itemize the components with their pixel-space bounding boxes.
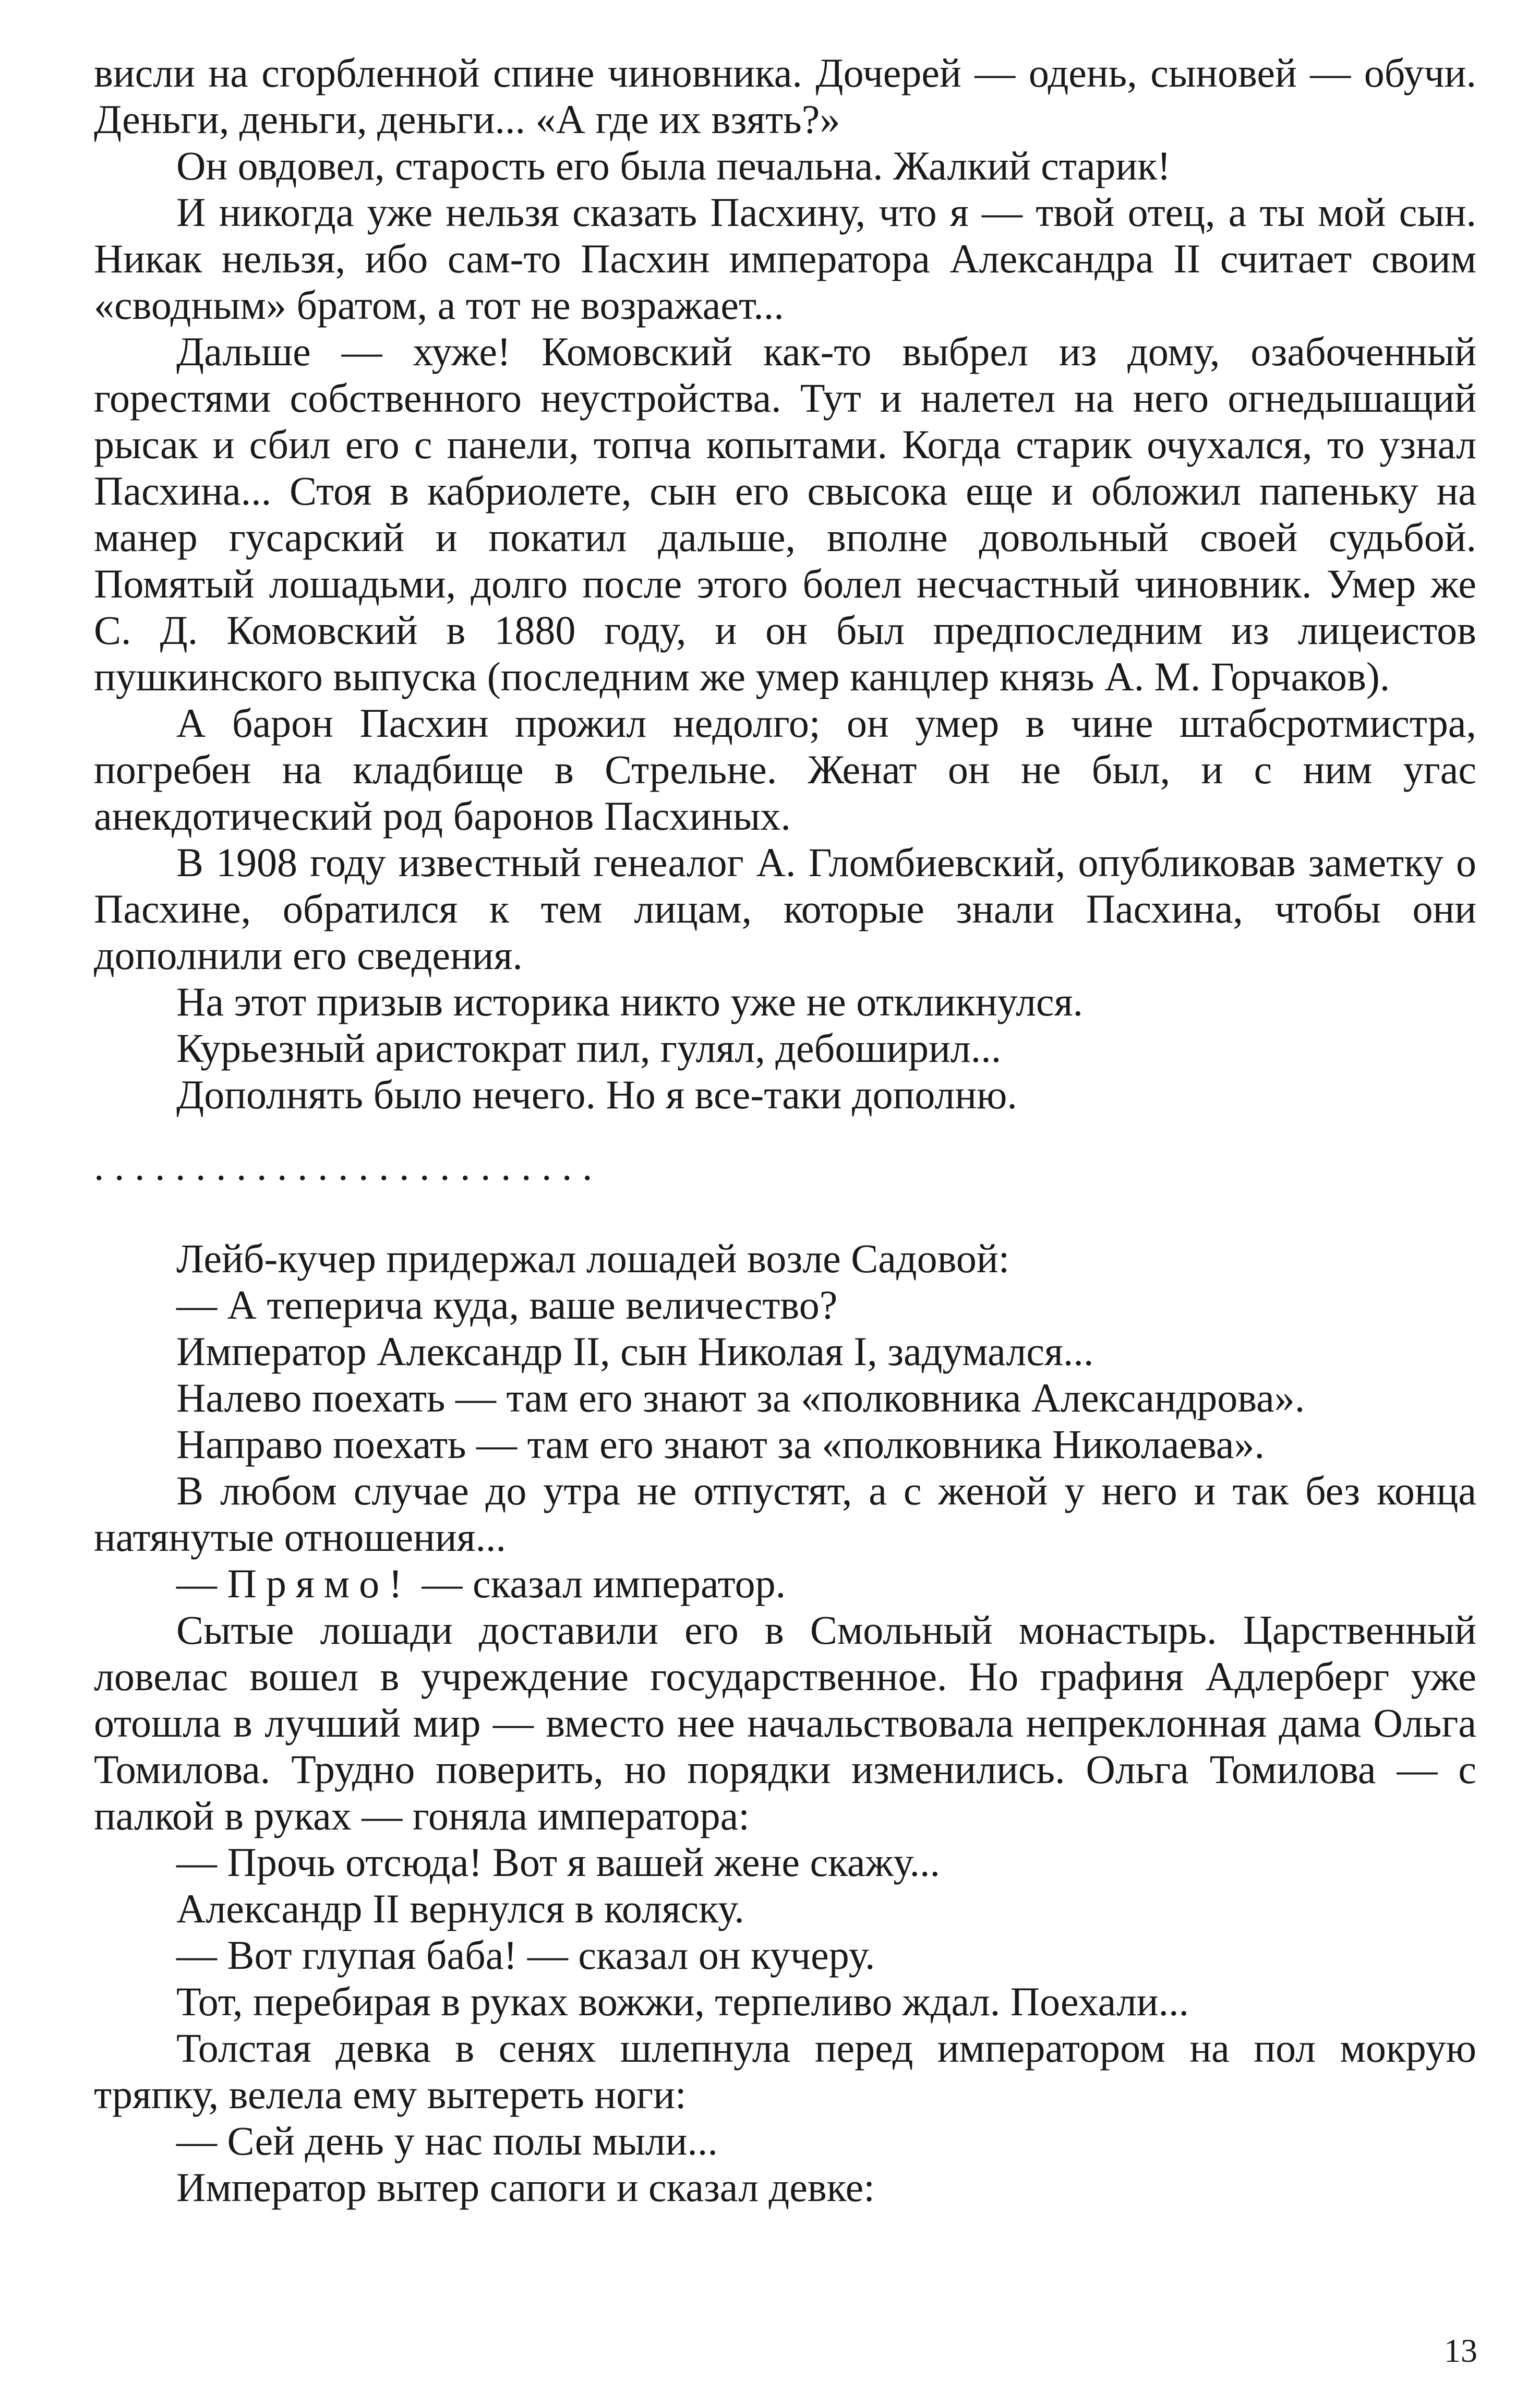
paragraph: Император Александр II, сын Николая I, задумался...	[176, 1329, 1094, 1374]
page-number: 13	[1444, 2332, 1477, 2369]
paragraph: Курьезный аристократ пил, гулял, дебоширил...	[176, 1025, 1002, 1071]
paragraph: — Прочь отсюда! Вот я вашей жене скажу...	[176, 1839, 941, 1885]
paragraph: Лейб-кучер придержал лошадей возле Садовой:	[176, 1236, 1010, 1281]
paragraph: На этот призыв историка никто уже не откликнулся.	[176, 979, 1084, 1024]
paragraph: Дальше — хуже! Комовский как-то выбрел из дому, озабоченный горестями собственного неустройства. Тут и налетел на него огнедышащий рысак и сбил его с панели, топча копытами. Когда старик очухался, то узнал Пасхина... Стоя в кабриолете, сын его свысока еще и обложил папеньку на манер гусарский и покатил дальше, вполне довольный своей судьбой. Помятый лошадьми, долго после этого болел несчастный чиновник. Умер же С. Д. Комовский в 1880 году, и он был предпоследним из лицеистов пушкинского выпуска (последним же умер канцлер князь А. М. Горчаков).	[94, 329, 1476, 699]
paragraph: Сытые лошади доставили его в Смольный монастырь. Царственный ловелас вошел в учреждение государственное. Но графиня Адлерберг уже отошла в лучший мир — вместо нее начальствовала непреклонная дама Ольга Томилова. Трудно поверить, но порядки изменились. Ольга Томилова — с палкой в руках — гоняла императора:	[94, 1607, 1476, 1838]
page-body	[94, 50, 1476, 2210]
paragraph: Толстая девка в сенях шлепнула перед императором на пол мокрую тряпку, велела ему вытереть ноги:	[94, 2025, 1476, 2117]
paragraph: Дополнять было нечего. Но я все-таки дополню.	[176, 1072, 1017, 1117]
paragraph: Налево поехать — там его знают за «полковника Александрова».	[176, 1375, 1305, 1420]
dialog-rest: — сказал император.	[412, 1561, 786, 1606]
paragraph: В любом случае до утра не отпустят, а с женой у него и так без конца натянутые отношения...	[94, 1468, 1476, 1560]
paragraph: — Вот глупая баба! — сказал он кучеру.	[176, 1932, 875, 1978]
dialog-dash: —	[176, 1561, 227, 1606]
paragraph: В 1908 году известный генеалог А. Гломбиевский, опубликовав заметку о Пасхине, обратился к тем лицам, которые знали Пасхина, чтобы они дополнили его сведения.	[94, 840, 1476, 978]
paragraph: — Сей день у нас полы мыли...	[176, 2118, 718, 2163]
spaced-word: Прямо!	[227, 1561, 412, 1606]
paragraph: висли на сгорбленной спине чиновника. Дочерей — одень, сыновей — обучи. Деньги, деньги, деньги... «А где их взять?»	[94, 50, 1476, 142]
paragraph: А барон Пасхин прожил недолго; он умер в чине штабсротмистра, погребен на кладбище в Стрельне. Женат он не был, и с ним угас анекдотический род баронов Пасхиных.	[94, 700, 1476, 839]
paragraph: Он овдовел, старость его была печальна. Жалкий старик!	[176, 143, 1171, 188]
section-separator: . . . . . . . . . . . . . . . . . . . . . . . . .	[94, 1143, 593, 1189]
paragraph: — А теперича куда, ваше величество?	[176, 1282, 838, 1328]
dialog-line	[94, 1560, 1476, 1607]
paragraph: Тот, перебирая в руках вожжи, терпеливо ждал. Поехали...	[176, 1979, 1189, 2024]
paragraph: Император вытер сапоги и сказал девке:	[176, 2165, 875, 2210]
paragraph: И никогда уже нельзя сказать Пасхину, что я — твой отец, а ты мой сын. Никак нельзя, ибо сам-то Пасхин императора Александра II считает своим «сводным» братом, а тот не возражает...	[94, 189, 1476, 328]
paragraph: Александр II вернулся в коляску.	[176, 1886, 744, 1931]
paragraph: Направо поехать — там его знают за «полковника Николаева».	[176, 1421, 1265, 1467]
